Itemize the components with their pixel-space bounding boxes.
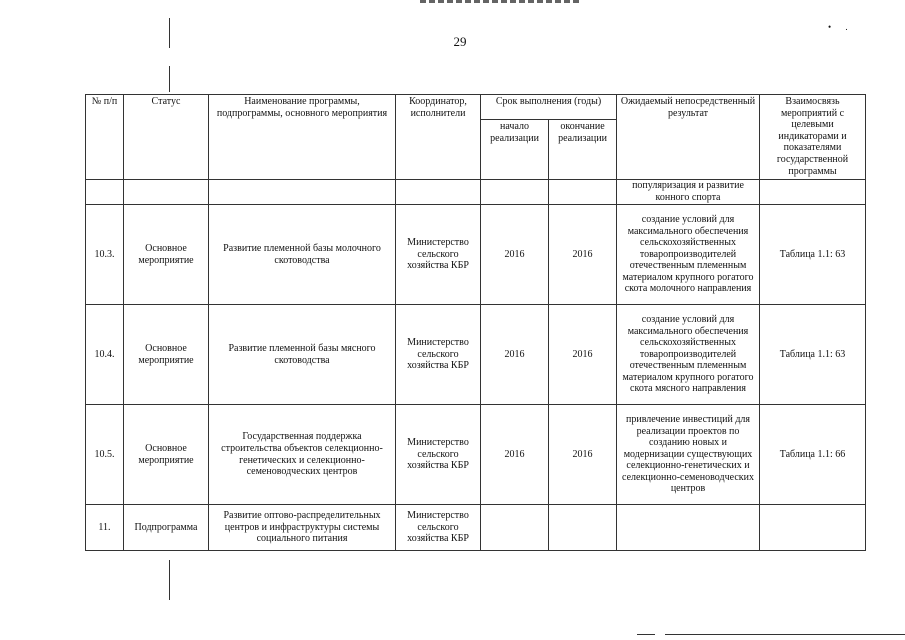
cell-coordinator: Министерство сельского хозяйства КБР xyxy=(396,505,481,551)
cell-name: Государственная поддержка строительства объектов селекционно-генетических и селекционно-семеноводческих центров xyxy=(209,405,396,505)
cell-num: 11. xyxy=(86,505,124,551)
cell-num: 10.5. xyxy=(86,405,124,505)
cell-link: Таблица 1.1: 63 xyxy=(760,205,866,305)
header-link: Взаимосвязь мероприятий с целевыми индикаторами и показателями государственной программы xyxy=(760,95,866,180)
cell-name: Развитие племенной базы мясного скотоводства xyxy=(209,305,396,405)
cell-status: Основное мероприятие xyxy=(124,405,209,505)
cell-end: 2016 xyxy=(549,405,617,505)
cell-coordinator: Министерство сельского хозяйства КБР xyxy=(396,305,481,405)
cell-result: привлечение инвестиций для реализации проектов по созданию новых и модернизации существующих селекционно-генетических и селекционно-семеноводческих центров xyxy=(617,405,760,505)
program-table xyxy=(85,94,866,551)
scan-artifact-footer-dash xyxy=(637,634,655,635)
cell-end: 2016 xyxy=(549,205,617,305)
cell-name xyxy=(209,180,396,205)
cell-start: 2016 xyxy=(481,405,549,505)
table-row xyxy=(86,405,866,505)
cell-status xyxy=(124,180,209,205)
table-row xyxy=(86,305,866,405)
cell-coordinator xyxy=(396,180,481,205)
scan-artifact-top xyxy=(420,0,580,3)
header-row xyxy=(86,95,866,120)
cell-end: 2016 xyxy=(549,305,617,405)
cell-start xyxy=(481,505,549,551)
cell-coordinator: Министерство сельского хозяйства КБР xyxy=(396,405,481,505)
cell-end xyxy=(549,180,617,205)
cell-num xyxy=(86,180,124,205)
scan-artifact-footer-line xyxy=(665,634,905,635)
header-name: Наименование программы, подпрограммы, основного мероприятия xyxy=(209,95,396,180)
cell-link: Таблица 1.1: 66 xyxy=(760,405,866,505)
cell-link xyxy=(760,180,866,205)
cell-coordinator: Министерство сельского хозяйства КБР xyxy=(396,205,481,305)
binding-mark xyxy=(169,560,170,600)
header-num: № п/п xyxy=(86,95,124,180)
cell-num: 10.3. xyxy=(86,205,124,305)
header-result: Ожидаемый непосредственный результат xyxy=(617,95,760,180)
cell-start: 2016 xyxy=(481,305,549,405)
table-row xyxy=(86,505,866,551)
cell-result: создание условий для максимального обеспечения сельскохозяйственных товаропроизводителей отечественным племенным материалом крупного рогатого скота мясного направления xyxy=(617,305,760,405)
cell-name: Развитие племенной базы молочного скотоводства xyxy=(209,205,396,305)
cell-result xyxy=(617,505,760,551)
header-status: Статус xyxy=(124,95,209,180)
scan-artifact-dots: • . xyxy=(828,22,854,32)
cell-status: Основное мероприятие xyxy=(124,305,209,405)
header-term: Срок выполнения (годы) xyxy=(481,95,617,120)
header-term-end: окончание реализации xyxy=(549,120,617,180)
binding-mark xyxy=(169,66,170,92)
cell-start: 2016 xyxy=(481,205,549,305)
binding-mark xyxy=(169,18,170,48)
header-coordinator: Координатор, исполнители xyxy=(396,95,481,180)
cell-name: Развитие оптово-распределительных центров и инфраструктуры системы социального питания xyxy=(209,505,396,551)
cell-result: популяризация и развитие конного спорта xyxy=(617,180,760,205)
cell-status: Подпрограмма xyxy=(124,505,209,551)
cell-link xyxy=(760,505,866,551)
header-term-start: начало реализации xyxy=(481,120,549,180)
cell-end xyxy=(549,505,617,551)
cell-num: 10.4. xyxy=(86,305,124,405)
table-row xyxy=(86,205,866,305)
cell-result: создание условий для максимального обеспечения сельскохозяйственных товаропроизводителей отечественным племенным материалом крупного рогатого скота молочного направления xyxy=(617,205,760,305)
page-number: 29 xyxy=(453,34,467,49)
cell-start xyxy=(481,180,549,205)
table-row xyxy=(86,180,866,205)
cell-status: Основное мероприятие xyxy=(124,205,209,305)
cell-link: Таблица 1.1: 63 xyxy=(760,305,866,405)
